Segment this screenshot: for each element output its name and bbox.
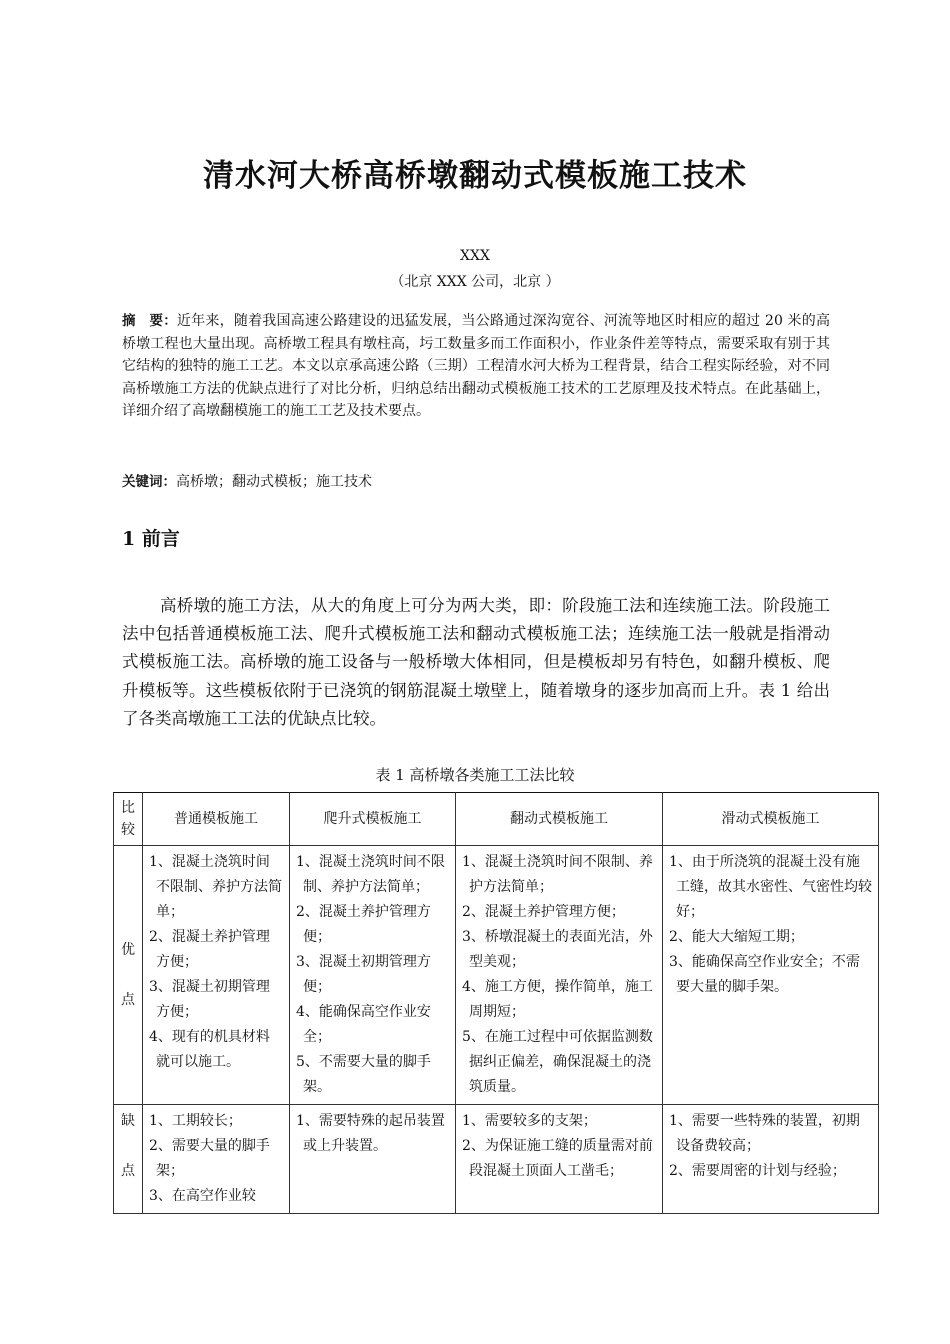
table-cell-item: 2、混凝土养护管理方便； bbox=[462, 904, 625, 920]
table-cell-item: 5、在施工过程中可依据监测数据纠正偏差，确保混凝土的浇筑质量。 bbox=[462, 1029, 653, 1095]
table-cell-item: 2、混凝土养护管理方便； bbox=[296, 904, 431, 945]
table-cell-item: 2、混凝土养护管理方便； bbox=[149, 929, 270, 970]
abstract-text: 近年来，随着我国高速公路建设的迅猛发展，当公路通过深沟宽谷、河流等地区时相应的超过 20 米的高桥墩工程也大量出现。高桥墩工程具有墩柱高，圬工数量多而工作面积小，作业条件差等特点，需要采取有别于其它结构的独特的施工工艺。本文以京承高速公路（三期）工程清水河大桥为工程背景，结合工程实际经验，对不同高桥墩施工方法的优缺点进行了对比分析，归纳总结出翻动式模板施工技术的工艺原理及技术特点。在此基础上，详细介绍了高墩翻模施工的施工工艺及技术要点。 bbox=[122, 313, 830, 420]
table-cell-item: 1、混凝土浇筑时间不限制、养护方法简单； bbox=[296, 854, 445, 895]
paper-title: 清水河大桥高桥墩翻动式模板施工技术 bbox=[203, 158, 747, 194]
table-cell-item: 1、混凝土浇筑时间不限制、养护方法简单； bbox=[462, 854, 653, 895]
row-header-disadvantages bbox=[114, 1105, 143, 1214]
table-cell-item: 4、能确保高空作业安全； bbox=[296, 1004, 431, 1045]
abstract-label: 摘 要： bbox=[122, 313, 177, 329]
table-cell-item: 3、在高空作业较 bbox=[149, 1188, 256, 1204]
comparison-table bbox=[113, 792, 879, 1214]
table-cell-item: 3、混凝土初期管理方便； bbox=[149, 979, 270, 1020]
table-cell-item: 3、混凝土初期管理方便； bbox=[296, 954, 431, 995]
table-cell bbox=[143, 1105, 290, 1214]
keywords-label: 关键词： bbox=[122, 474, 176, 490]
table-cell bbox=[663, 846, 879, 1105]
row-label-top: 优 bbox=[121, 942, 135, 958]
author-affiliation: （北京 XXX 公司，北京 ） bbox=[390, 274, 560, 290]
table-cell-item: 4、现有的机具材料就可以施工。 bbox=[149, 1029, 270, 1070]
section-paragraph: 高桥墩的施工方法，从大的角度上可分为两大类，即：阶段施工法和连续施工法。阶段施工法中包括普通模板施工法、爬升式模板施工法和翻动式模板施工法；连续施工法一般就是指滑动式模板施工法。高桥墩的施工设备与一般桥墩大体相同，但是模板却另有特色，如翻升模板、爬升模板等。这些模板依附于已浇筑的钢筋混凝土墩壁上，随着墩身的逐步加高而上升。表 1 给出了各类高墩施工工法的优缺点比较。 bbox=[122, 596, 830, 728]
table-cell-item: 2、为保证施工缝的质量需对前段混凝土顶面人工凿毛； bbox=[462, 1138, 653, 1179]
corner-label-bottom: 较 bbox=[121, 822, 135, 838]
table-cell bbox=[663, 1105, 879, 1214]
table-cell-item: 4、施工方便，操作简单，施工周期短； bbox=[462, 979, 653, 1020]
table-cell-item: 1、需要一些特殊的装置，初期设备费较高； bbox=[669, 1113, 860, 1154]
table-corner-cell bbox=[114, 793, 143, 846]
table-cell bbox=[290, 1105, 456, 1214]
table-row-advantages bbox=[114, 846, 879, 1105]
section-heading: 1 前言 bbox=[122, 528, 180, 550]
table-cell bbox=[456, 846, 663, 1105]
table-row-disadvantages bbox=[114, 1105, 879, 1214]
table-cell-item: 5、不需要大量的脚手架。 bbox=[296, 1054, 431, 1095]
row-label-top: 缺 bbox=[121, 1113, 135, 1129]
column-header: 爬升式模板施工 bbox=[290, 793, 456, 846]
column-header: 翻动式模板施工 bbox=[456, 793, 663, 846]
column-header: 滑动式模板施工 bbox=[663, 793, 879, 846]
table-cell-item: 1、需要较多的支架； bbox=[462, 1113, 597, 1129]
table-cell bbox=[290, 846, 456, 1105]
table-cell-item: 1、需要特殊的起吊装置或上升装置。 bbox=[296, 1113, 445, 1154]
corner-label-top: 比 bbox=[121, 800, 135, 816]
table-cell-item: 1、工期较长； bbox=[149, 1113, 242, 1129]
table-cell-item: 2、能大大缩短工期； bbox=[669, 929, 804, 945]
table-caption: 表 1 高桥墩各类施工工法比较 bbox=[375, 766, 575, 784]
table-cell bbox=[456, 1105, 663, 1214]
keywords bbox=[122, 470, 830, 491]
column-header: 普通模板施工 bbox=[143, 793, 290, 846]
author-name: XXX bbox=[460, 248, 490, 264]
abstract bbox=[122, 310, 830, 423]
table-cell-item: 1、混凝土浇筑时间不限制、养护方法简单； bbox=[149, 854, 282, 920]
table-cell-item: 3、能确保高空作业安全；不需要大量的脚手架。 bbox=[669, 954, 860, 995]
row-header-advantages bbox=[114, 846, 143, 1105]
row-label-bottom: 点 bbox=[121, 1163, 135, 1179]
table-cell-item: 3、桥墩混凝土的表面光洁，外型美观； bbox=[462, 929, 653, 970]
table-cell-item: 1、由于所浇筑的混凝土没有施工缝，故其水密性、气密性均较好； bbox=[669, 854, 872, 920]
table-cell-item: 2、需要周密的计划与经验； bbox=[669, 1163, 846, 1179]
keywords-text: 高桥墩；翻动式模板；施工技术 bbox=[176, 474, 372, 490]
table-cell-item: 2、需要大量的脚手架； bbox=[149, 1138, 270, 1179]
row-label-bottom: 点 bbox=[121, 992, 135, 1008]
table-cell bbox=[143, 846, 290, 1105]
table-header-row bbox=[114, 793, 879, 846]
